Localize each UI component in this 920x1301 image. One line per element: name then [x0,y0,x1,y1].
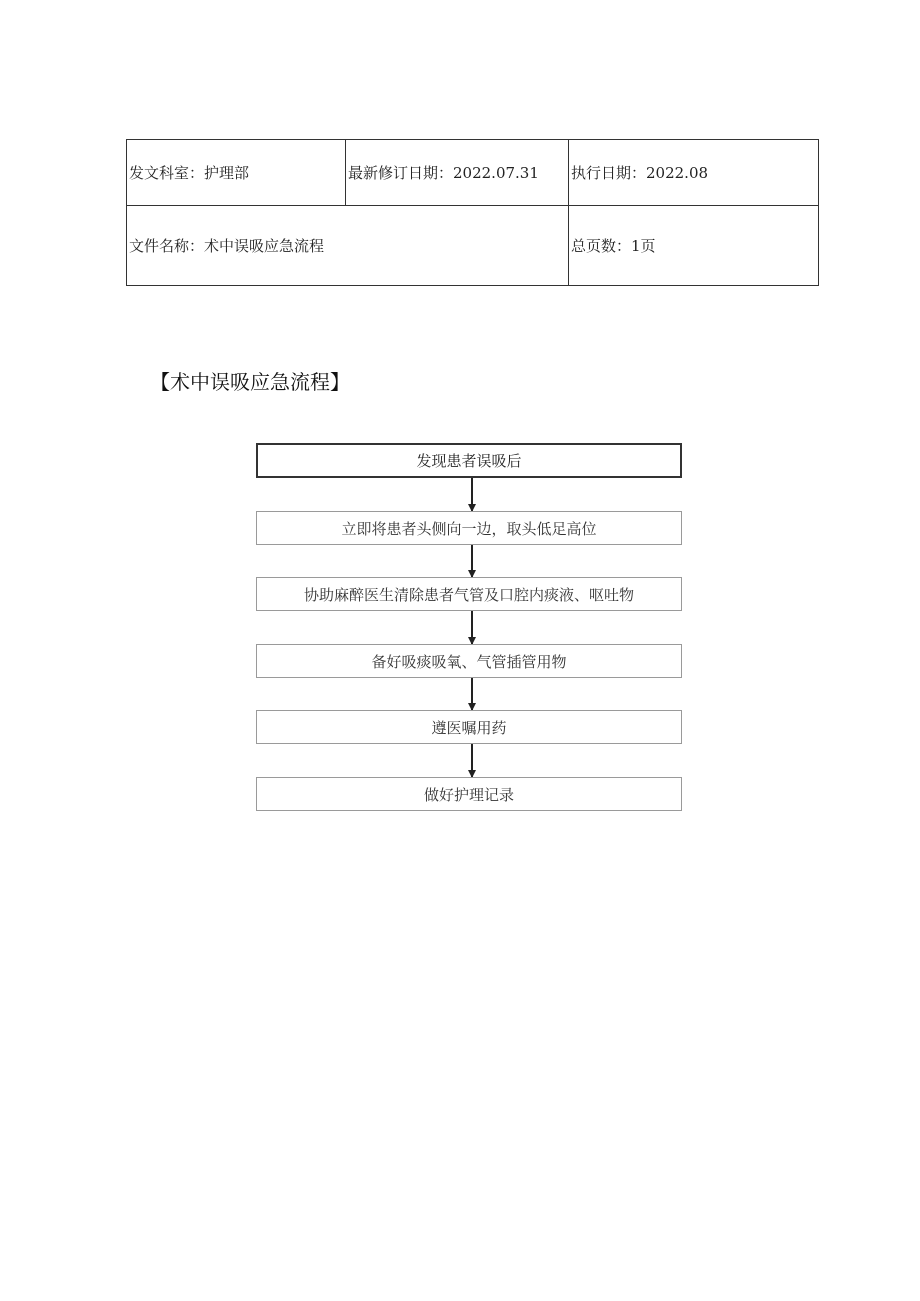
flow-step-medication: 遵医嘱用药 [256,710,682,744]
info-row [127,206,819,286]
section-title: 【术中误吸应急流程】 [150,370,350,394]
document-info-table [126,139,819,286]
flow-arrow [471,678,473,710]
flow-arrow [471,744,473,777]
revision-date-cell: 最新修订日期：2022.07.31 [346,140,569,206]
total-pages-cell: 总页数：1页 [569,206,819,286]
flow-arrow [471,478,473,511]
flow-arrow [471,611,473,644]
department-cell: 发文科室：护理部 [127,140,346,206]
flow-step-nursing-record: 做好护理记录 [256,777,682,811]
flow-step-head-position: 立即将患者头侧向一边，取头低足高位 [256,511,682,545]
info-row [127,140,819,206]
document-name-cell: 文件名称：术中误吸应急流程 [127,206,569,286]
flow-arrow [471,545,473,577]
effective-date-cell: 执行日期：2022.08 [569,140,819,206]
flow-step-discover-aspiration: 发现患者误吸后 [256,443,682,478]
flow-step-prepare-equipment: 备好吸痰吸氧、气管插管用物 [256,644,682,678]
flow-step-clear-airway: 协助麻醉医生清除患者气管及口腔内痰液、呕吐物 [256,577,682,611]
